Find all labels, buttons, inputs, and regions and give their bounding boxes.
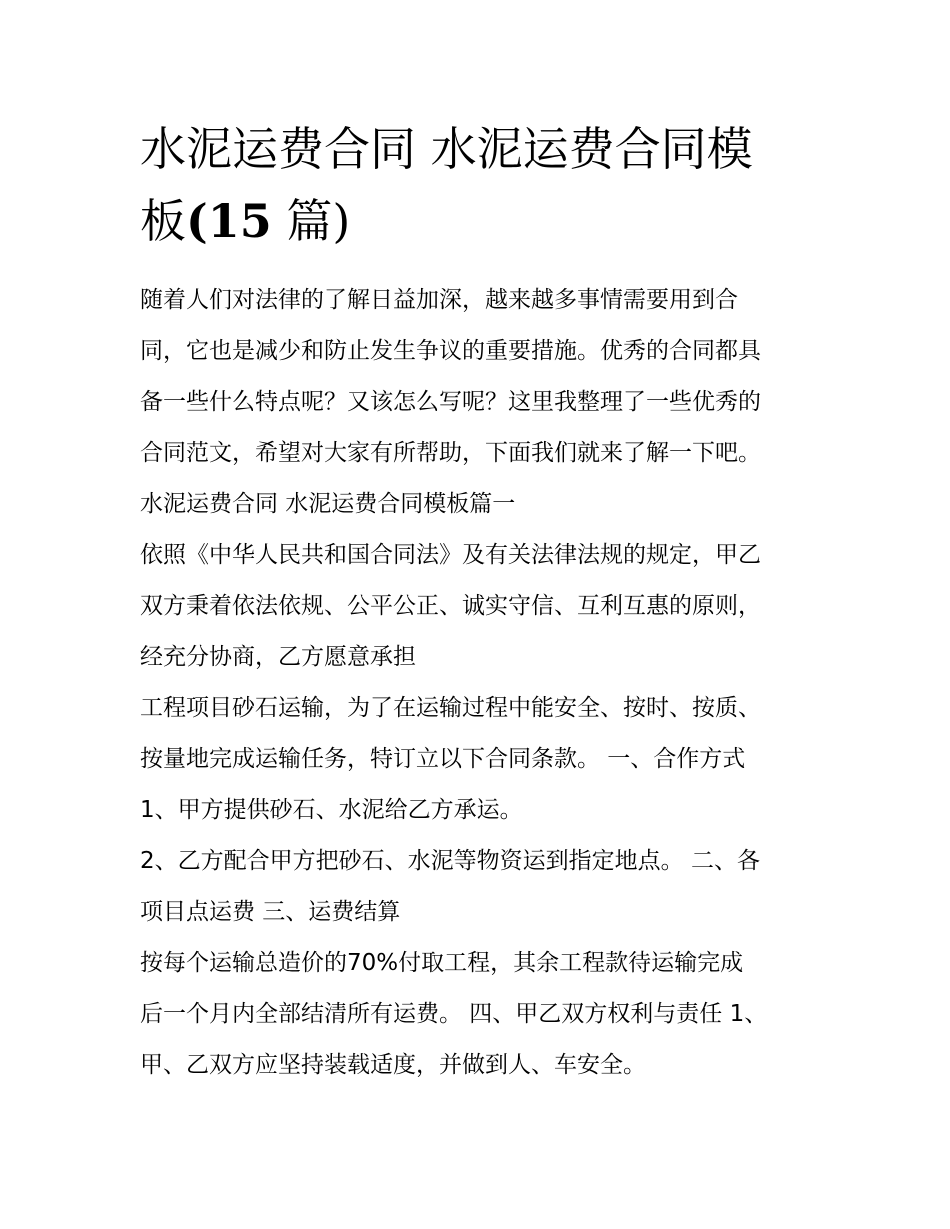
body-line: 同，它也是减少和防止发生争议的重要措施。优秀的合同都具: [140, 338, 761, 364]
document-title: [140, 113, 830, 257]
body-line: 双方秉着依法依规、公平公正、诚实守信、互利互惠的原则，: [140, 593, 761, 619]
section-heading: 水泥运费合同 水泥运费合同模板篇一: [140, 491, 516, 517]
body-line: 依照《中华人民共和国合同法》及有关法律法规的规定，甲乙: [140, 542, 761, 568]
title-line-2-count: (15: [186, 194, 272, 248]
body-line: 备一些什么特点呢？又该怎么写呢？这里我整理了一些优秀的: [140, 389, 761, 415]
body-line: 经充分协商，乙方愿意承担: [140, 644, 416, 670]
body-line: 按每个运输总造价的70%付取工程，其余工程款待运输完成: [140, 950, 744, 976]
body-line: 合同范文，希望对大家有所帮助，下面我们就来了解一下吧。: [140, 440, 761, 466]
body-line: 甲、乙双方应坚持装载适度，并做到人、车安全。: [140, 1052, 646, 1078]
body-line: 项目点运费 三、运费结算: [140, 899, 401, 925]
title-line-2-suffix: 篇): [271, 194, 351, 248]
document-body: [140, 275, 830, 1091]
body-line: 后一个月内全部结清所有运费。 四、甲乙双方权利与责任 1、: [140, 1001, 768, 1027]
body-line: 工程项目砂石运输，为了在运输过程中能安全、按时、按质、: [140, 695, 761, 721]
title-line-1: 水泥运费合同 水泥运费合同模: [140, 122, 753, 176]
title-line-2-prefix: 板: [140, 194, 186, 248]
body-line: 2、乙方配合甲方把砂石、水泥等物资运到指定地点。 二、各: [140, 848, 760, 874]
body-line: 按量地完成运输任务，特订立以下合同条款。 一、合作方式: [140, 746, 746, 772]
body-line: 1、甲方提供砂石、水泥给乙方承运。: [140, 797, 523, 823]
body-line: 随着人们对法律的了解日益加深，越来越多事情需要用到合: [140, 287, 738, 313]
